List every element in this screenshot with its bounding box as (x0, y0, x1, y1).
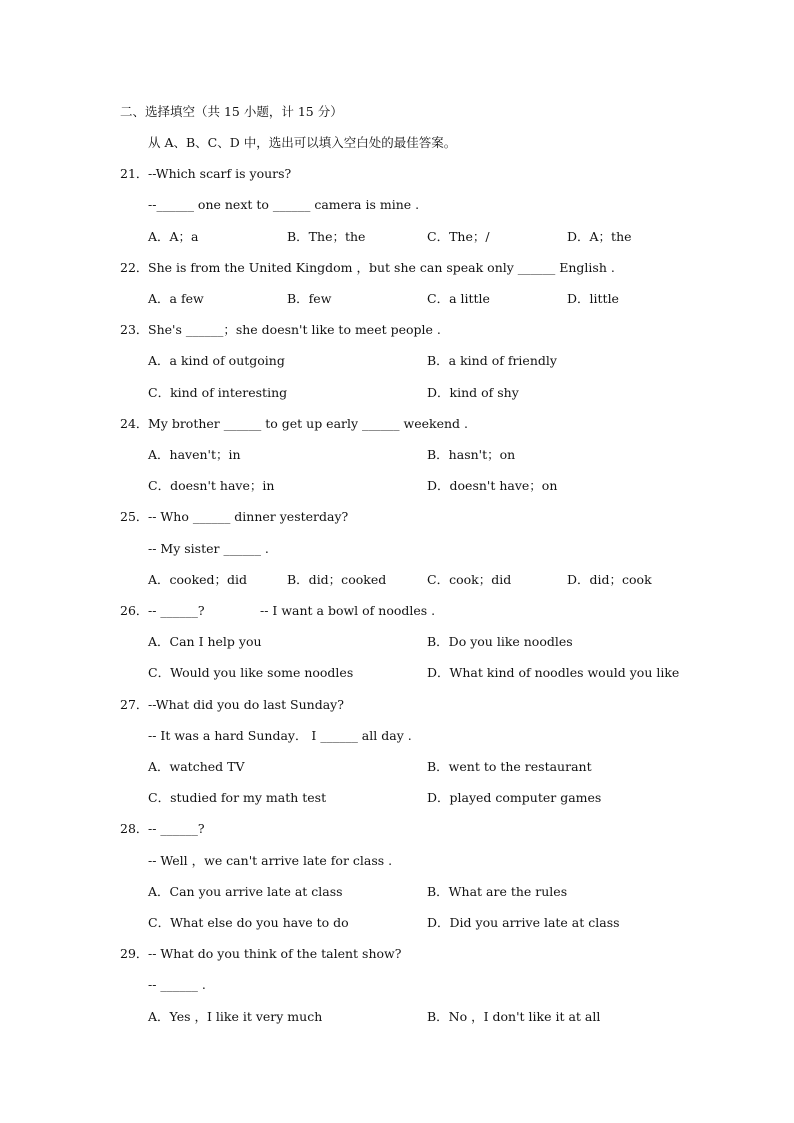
question-text: --Which scarf is yours? (148, 166, 292, 181)
option-a[interactable]: A．Can you arrive late at class (148, 884, 343, 899)
option-d[interactable]: D．kind of shy (427, 385, 519, 400)
option-d[interactable]: D．doesn't have；on (427, 478, 558, 493)
question-number: 25． (120, 509, 149, 524)
option-c[interactable]: C．doesn't have；in (148, 478, 275, 493)
option-b[interactable]: B．few (287, 291, 332, 306)
option-d[interactable]: D．Did you arrive late at class (427, 915, 620, 930)
option-a[interactable]: A．Can I help you (148, 634, 262, 649)
question-number: 22． (120, 260, 149, 275)
question-text: -- I want a bowl of noodles . (260, 603, 436, 618)
question-text: --What did you do last Sunday? (148, 697, 344, 712)
question-text: -- Who ______ dinner yesterday? (148, 509, 349, 524)
question-text: She's ______；she doesn't like to meet people . (148, 322, 441, 337)
question-number: 28． (120, 821, 149, 836)
option-b[interactable]: B．went to the restaurant (427, 759, 592, 774)
question-number: 26． (120, 603, 149, 618)
question-number: 27． (120, 697, 149, 712)
option-b[interactable]: B．a kind of friendly (427, 353, 557, 368)
question-text: -- Well ，we can't arrive late for class . (148, 853, 393, 868)
option-b[interactable]: B．What are the rules (427, 884, 568, 899)
section-title: 二、选择填空（共 15 小题，计 15 分） (120, 104, 343, 119)
question-text: -- It was a hard Sunday． I ______ all day . (148, 728, 412, 743)
option-d[interactable]: D．did；cook (567, 572, 652, 587)
question-text: My brother ______ to get up early ______ weekend . (148, 416, 468, 431)
option-a[interactable]: A．A；a (148, 229, 199, 244)
question-text: --______ one next to ______ camera is mine . (148, 197, 420, 212)
option-d[interactable]: D．What kind of noodles would you like (427, 665, 680, 680)
option-a[interactable]: A．haven't；in (148, 447, 241, 462)
option-d[interactable]: D．played computer games (427, 790, 602, 805)
question-text: She is from the United Kingdom ，but she can speak only ______ English . (148, 260, 615, 275)
option-c[interactable]: C．The；/ (427, 229, 490, 244)
option-c[interactable]: C．What else do you have to do (148, 915, 349, 930)
option-a[interactable]: A．Yes ，I like it very much (148, 1009, 323, 1024)
option-d[interactable]: D．little (567, 291, 619, 306)
question-text: -- ______? (148, 821, 205, 836)
option-c[interactable]: C．kind of interesting (148, 385, 288, 400)
option-c[interactable]: C．a little (427, 291, 490, 306)
option-a[interactable]: A．watched TV (148, 759, 245, 774)
section-instruction: 从 A、B、C、D 中，选出可以填入空白处的最佳答案。 (148, 135, 457, 150)
option-a[interactable]: A．a few (148, 291, 204, 306)
question-text: -- What do you think of the talent show? (148, 946, 402, 961)
question-number: 23． (120, 322, 149, 337)
question-number: 29． (120, 946, 149, 961)
option-b[interactable]: B．Do you like noodles (427, 634, 573, 649)
option-b[interactable]: B．did；cooked (287, 572, 387, 587)
question-text: -- ______ . (148, 977, 206, 992)
question-number: 21． (120, 166, 149, 181)
option-c[interactable]: C．cook；did (427, 572, 512, 587)
option-d[interactable]: D．A；the (567, 229, 632, 244)
question-number: 24． (120, 416, 149, 431)
question-text: -- ______? (148, 603, 205, 618)
option-c[interactable]: C．studied for my math test (148, 790, 327, 805)
option-a[interactable]: A．cooked；did (148, 572, 248, 587)
option-c[interactable]: C．Would you like some noodles (148, 665, 354, 680)
option-b[interactable]: B．No ，I don't like it at all (427, 1009, 601, 1024)
question-text: -- My sister ______ . (148, 541, 269, 556)
option-a[interactable]: A．a kind of outgoing (148, 353, 285, 368)
option-b[interactable]: B．hasn't；on (427, 447, 516, 462)
option-b[interactable]: B．The；the (287, 229, 366, 244)
